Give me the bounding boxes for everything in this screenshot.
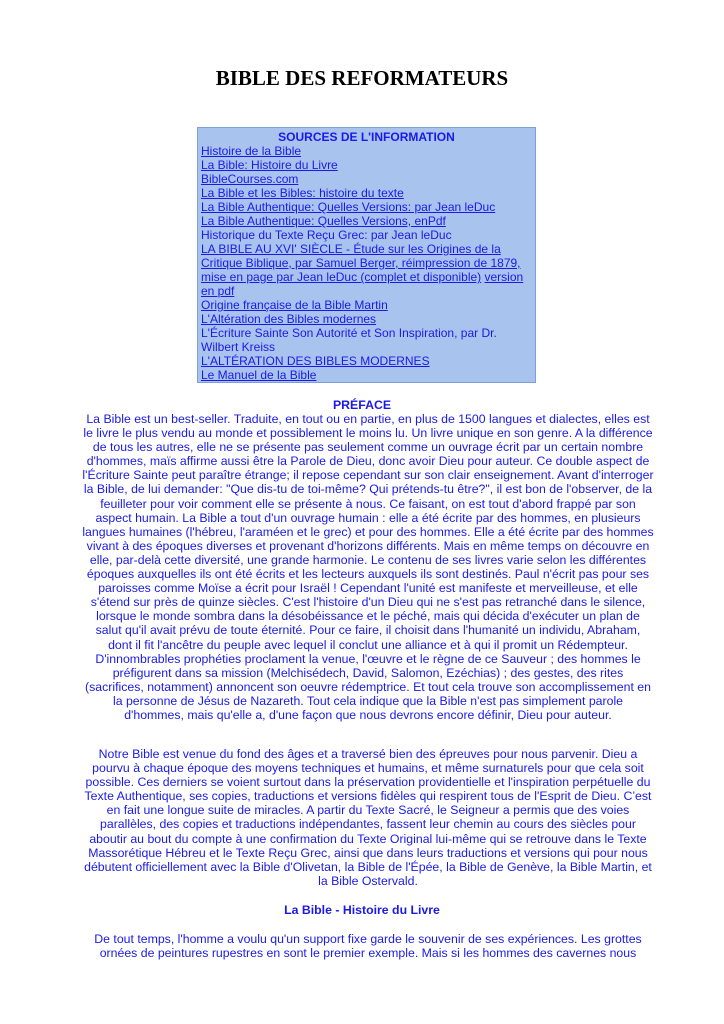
preface-paragraph-1-text: La Bible est un best-seller. Traduite, en tout ou en partie, en plus de 1500 langues et dialectes, elles est le livre le plus vendu au monde et possiblement le moins lu. Un livre unique en son genre. A la différence de tous les autres, elle ne se présente pas seulement comme un ouvrage écrit par un certain nombre d'hommes, maïs affirme aussi être la Parole de Dieu, donc avoir Dieu pour auteur. Ce double aspect de l'Écriture Sainte peut paraître étrange; il repose cependant sur son clair enseignement. Avant d'interroger la Bible, de lui demander: "Que dis-tu de toi-même? Qui prétends-tu être?", il est bon de l'observer, de la feuilleter pour voir comment elle se présente à nous. Ce faisant, on est tout d'abord frappé par son aspect humain. La Bible a tout d'un ouvrage humain : elle a été écrite par des hommes, en plusieurs langues humaines (l'hébreu, l'araméen et le grec) et pour des hommes. Elle a été écrite par des hommes vivant à des époques diverses et provenant d'horizons différents. Mais en même temps on découvre en elle, par-delà cette diversité, une grande harmonie. Le contenu de ses livres varie selon les différentes époques auxquelles ils ont été écrits et les lecteurs auxquels ils sont destinés. Paul n'écrit pas pour ses paroisses comme Moïse a écrit pour Israël ! Cependant l'unité est manifeste et merveilleuse, et elle s'étend sur près de quinze siècles. C'est l'histoire d'un Dieu qui ne s'est pas retranché dans le silence, lorsque le monde sombra dans la désobéissance et le péché, mais qui décida d'exécuter un plan de salut qu'il avait prévu de toute éternité. Pour ce faire, il choisit dans l'humanité un individu, Abraham, dont il fit l'ancêtre du peuple avec lequel il conclut une alliance et à qui il promit un Rédempteur. D'innombrables prophéties proclament la venue, l'œuvre et le règne de ce Sauveur ; des hommes le préfigurent dans sa mission (Melchisédech, David, Salomon, Ezéchias) ; des gestes, des rites (sacrifices, notamment) annoncent son oeuvre rédemptrice. Et tout cela trouve son accomplissement en la personne de Jésus de Nazareth. Tout cela indique que la Bible n'est pas simplement parole d'hommes, mais qu'elle a, d'une façon que nous devrons encore définir, Dieu pour auteur. — [82, 412, 654, 722]
source-link-histoire-livre[interactable]: La Bible: Histoire du Livre — [201, 158, 338, 172]
preface-heading: PRÉFACE — [332, 398, 392, 412]
history-paragraph-1 — [82, 932, 654, 960]
preface-paragraph-1 — [82, 412, 654, 722]
source-link-histoire-bible[interactable]: Histoire de la Bible — [201, 144, 302, 158]
sources-heading: SOURCES DE L'INFORMATION — [278, 130, 455, 144]
source-link-bible-et-bibles[interactable]: La Bible et les Bibles: histoire du texte — [201, 186, 404, 200]
source-link-biblecourses[interactable]: BibleCourses.com — [201, 172, 299, 186]
preface-paragraph-2-text: Notre Bible est venue du fond des âges et a traversé bien des épreuves pour nous parvenir. Dieu a pourvu à chaque époque des moyens techniques et humains, et même surnaturels pour que cela soit possible. Ces derniers se voient surtout dans la préservation providentielle et l'inspiration perpétuelle du Texte Authentique, ses copies, traductions et versions fidèles qui respirent tous de l'Esprit de Dieu. C’est en fait une longue suite de miracles. A partir du Texte Sacré, le Seigneur a permis que des voies parallèles, des copies et traductions indépendantes, fassent leur chemin au cours des siècles pour aboutir au bout du compte à une confirmation du Texte Original lui-même qui se retrouve dans le Texte Massorétique Hébreu et le Texte Reçu Grec, ainsi que dans leurs traductions et versions qui pour nous débutent officiellement avec la Bible d'Olivetan, la Bible de l'Épée, la Bible de Genève, la Bible Martin, et la Bible Ostervald. — [84, 747, 652, 888]
source-link-bible-authentique[interactable]: La Bible Authentique: Quelles Versions: par Jean leDuc — [201, 200, 496, 214]
preface-paragraph-2 — [82, 747, 654, 888]
history-heading: La Bible - Histoire du Livre — [284, 903, 440, 917]
source-link-version-pdf[interactable]: version en pdf — [201, 270, 524, 298]
source-link-bible-xvi-siecle[interactable]: LA BIBLE AU XVI' SIÈCLE - Étude sur les Origines de la Critique Biblique, par Samuel Berger, réimpression de 1879, mise en page par Jean leDuc (complet et disponible) — [201, 242, 521, 284]
source-item-historique-texte-recu: Historique du Texte Reçu Grec: par Jean leDuc — [201, 228, 452, 242]
page-title: BIBLE DES REFORMATEURS — [215, 66, 509, 90]
sources-box — [197, 127, 536, 383]
source-link-alteration-bibles[interactable]: L'Altération des Bibles modernes — [201, 312, 377, 326]
source-item-berger — [201, 242, 532, 298]
source-item-ecriture-sainte: L'Écriture Sainte Son Autorité et Son Inspiration, par Dr. Wilbert Kreiss — [201, 326, 497, 354]
source-link-alteration-bibles-modernes[interactable]: L'ALTÉRATION DES BIBLES MODERNES — [201, 354, 430, 368]
source-link-bible-authentique-pdf[interactable]: La Bible Authentique: Quelles Versions, enPdf — [201, 214, 446, 228]
source-link-origine-martin[interactable]: Origine française de la Bible Martin — [201, 298, 388, 312]
source-link-manuel-bible[interactable]: Le Manuel de la Bible — [201, 368, 317, 382]
history-paragraph-1-text: De tout temps, l'homme a voulu qu'un support fixe garde le souvenir de ses expériences. Les grottes ornées de peintures rupestres en sont le premier exemple. Mais si les hommes des cavernes nous — [94, 932, 642, 961]
